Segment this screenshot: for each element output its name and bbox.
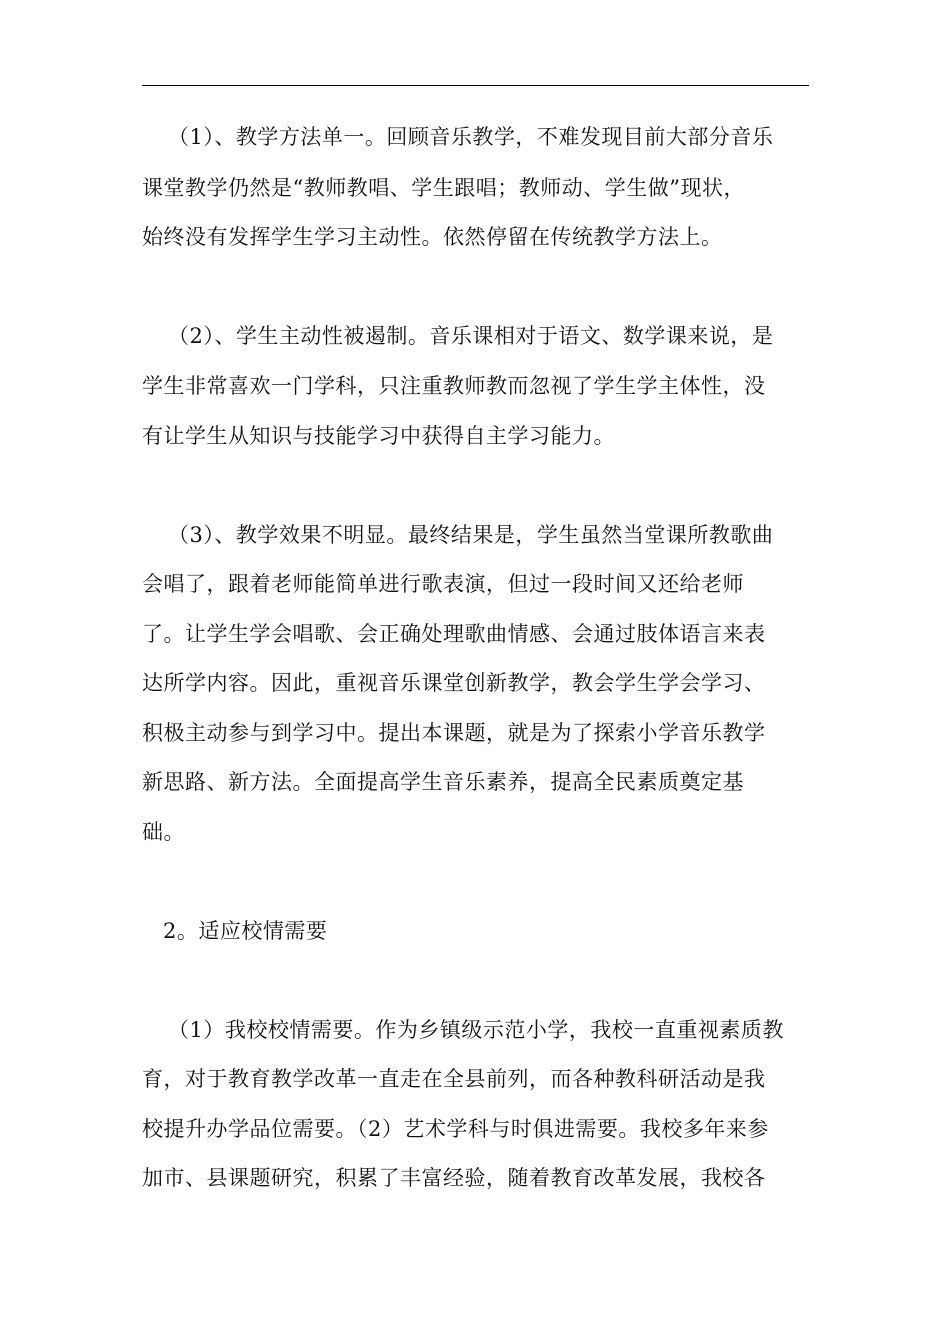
paragraph-1-line-2: 课堂教学仍然是“教师教唱、学生跟唱；教师动、学生做”现状，: [142, 176, 745, 200]
paragraph-2-line-3: 有让学生从知识与技能学习中获得自主学习能力。: [142, 424, 615, 448]
section-heading-2: 2。适应校情需要: [163, 919, 328, 943]
paragraph-4-line-2: 育，对于教育教学改革一直走在全县前列，而各种教科研活动是我: [142, 1067, 766, 1091]
paragraph-3-line-1: （3）、教学效果不明显。最终结果是，学生虽然当堂课所教歌曲: [168, 523, 774, 547]
paragraph-2-line-1: （2）、学生主动性被遏制。音乐课相对于语文、数学课来说，是: [168, 324, 774, 348]
paragraph-3-line-5: 积极主动参与到学习中。提出本课题，就是为了探索小学音乐教学: [142, 721, 766, 745]
paragraph-4-line-3: 校提升办学品位需要。（2）艺术学科与时俱进需要。我校多年来参: [142, 1117, 769, 1141]
paragraph-1-line-1: （1）、教学方法单一。回顾音乐教学，不难发现目前大部分音乐: [168, 125, 774, 149]
paragraph-4-line-1: （1）我校校情需要。作为乡镇级示范小学，我校一直重视素质教: [168, 1018, 784, 1042]
paragraph-3-line-6: 新思路、新方法。全面提高学生音乐素养，提高全民素质奠定基: [142, 770, 744, 794]
paragraph-1-line-3: 始终没有发挥学生学习主动性。依然停留在传统教学方法上。: [142, 225, 723, 249]
paragraph-3-line-4: 达所学内容。因此，重视音乐课堂创新教学，教会学生学会学习、: [142, 671, 766, 695]
paragraph-4-line-4: 加市、县课题研究，积累了丰富经验，随着教育改革发展，我校各: [142, 1166, 766, 1190]
paragraph-3-line-7: 础。: [142, 820, 185, 844]
paragraph-3-line-3: 了。让学生学会唱歌、会正确处理歌曲情感、会通过肢体语言来表: [142, 622, 766, 646]
paragraph-3-line-2: 会唱了，跟着老师能简单进行歌表演，但过一段时间又还给老师: [142, 572, 744, 596]
paragraph-2-line-2: 学生非常喜欢一门学科，只注重教师教而忽视了学生学主体性，没: [142, 374, 766, 398]
header-rule: [142, 85, 809, 86]
